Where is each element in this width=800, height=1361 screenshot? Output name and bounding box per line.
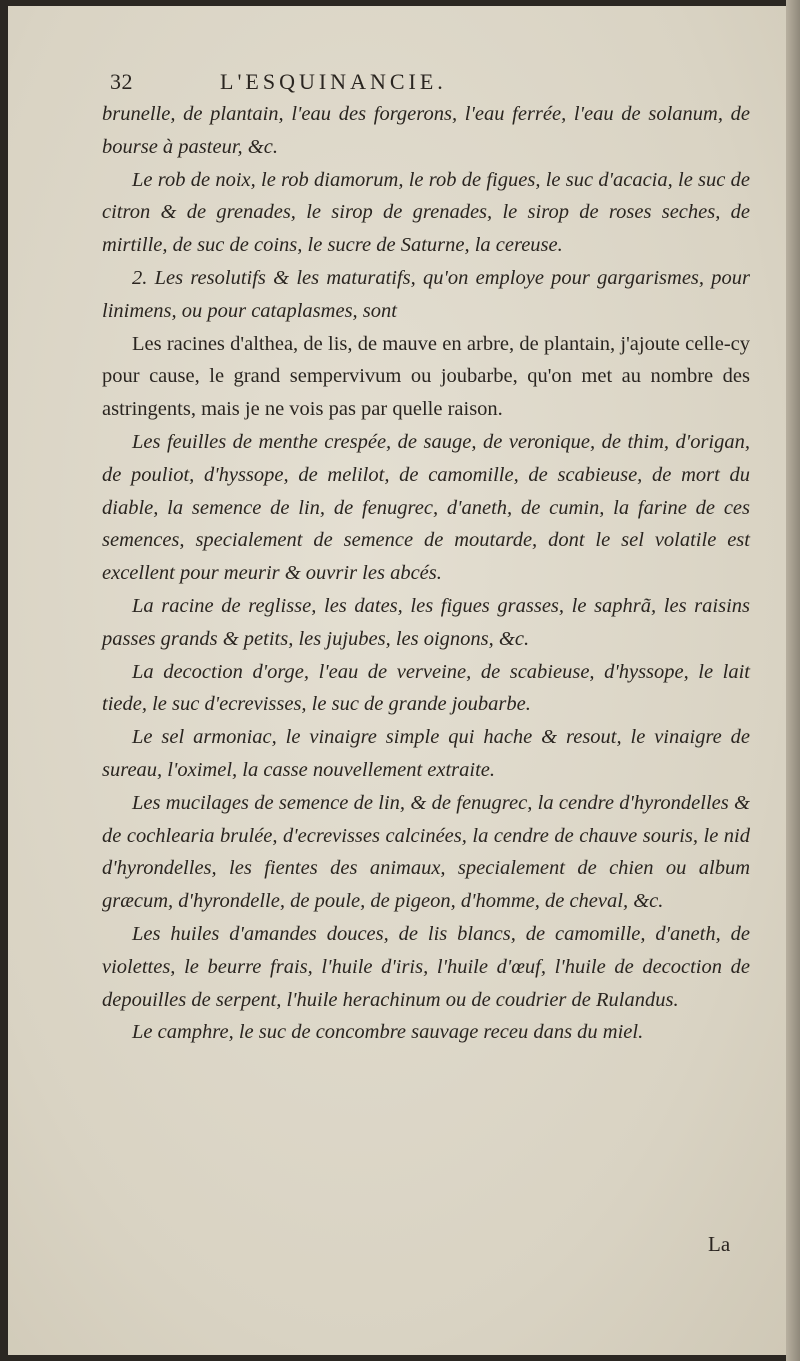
paragraph-5: Les feuilles de menthe crespée, de sauge, de veronique, de thim, d'origan, de pouliot, d'hyssope, de melilot, de camomille, de scabieuse, de mort du diable, la semence de lin, de fenugrec, d'aneth, de cumin, la farine de ces semences, specialement de semence de moutarde, dont le sel volatile est excellent pour meurir & ouvrir les abcés. (102, 430, 750, 585)
catchword: La (708, 1232, 731, 1256)
paragraph-3: 2. Les resolutifs & les maturatifs, qu'on employe pour gargarismes, pour linimens, ou pour cataplasmes, sont (102, 266, 750, 322)
page-number: 32 (110, 69, 133, 94)
paragraph-2: Le rob de noix, le rob diamorum, le rob de figues, le suc d'acacia, le suc de citron & de grenades, le sirop de grenades, le sirop de roses seches, de mirtille, de suc de coins, le sucre de Saturne, la cereuse. (102, 168, 750, 257)
page-text (102, 66, 750, 1049)
paragraph-1: brunelle, de plantain, l'eau des forgerons, l'eau ferrée, l'eau de solanum, de bourse à pasteur, &c. (102, 103, 750, 158)
paragraph-7: La decoction d'orge, l'eau de verveine, de scabieuse, d'hyssope, le lait tiede, le suc d'ecrevisses, le suc de grande joubarbe. (102, 660, 750, 716)
paragraph-6: La racine de reglisse, les dates, les figues grasses, le saphrã, les raisins passes grands & petits, les jujubes, les oignons, &c. (102, 594, 750, 650)
paragraph-10: Les huiles d'amandes douces, de lis blancs, de camomille, d'aneth, de violettes, le beurre frais, l'huile d'iris, l'huile d'œuf, l'huile de decoction de depouilles de serpent, l'huile herachinum ou de coudrier de Rulandus. (102, 922, 750, 1011)
page-header (102, 66, 750, 98)
paragraph-9: Les mucilages de semence de lin, & de fenugrec, la cendre d'hyrondelles & de cochlearia brulée, d'ecrevisses calcinées, la cendre de chauve souris, le nid d'hyrondelles, les fientes des animaux, specialement de chien ou album græcum, d'hyrondelle, de poule, de pigeon, d'homme, de cheval, &c. (102, 791, 750, 913)
paragraph-4: Les racines d'althea, de lis, de mauve en arbre, de plantain, j'ajoute celle-cy pour cause, le grand sempervivum ou joubarbe, qu'on met au nombre des astringents, mais je ne vois pas par quelle raison. (102, 332, 750, 421)
running-title: L'ESQUINANCIE. (220, 69, 447, 94)
paragraph-8: Le sel armoniac, le vinaigre simple qui hache & resout, le vinaigre de sureau, l'oximel, la casse nouvellement extraite. (102, 726, 750, 781)
paragraph-11: Le camphre, le suc de concombre sauvage receu dans du miel. (132, 1021, 644, 1044)
page-edge (786, 0, 800, 1361)
